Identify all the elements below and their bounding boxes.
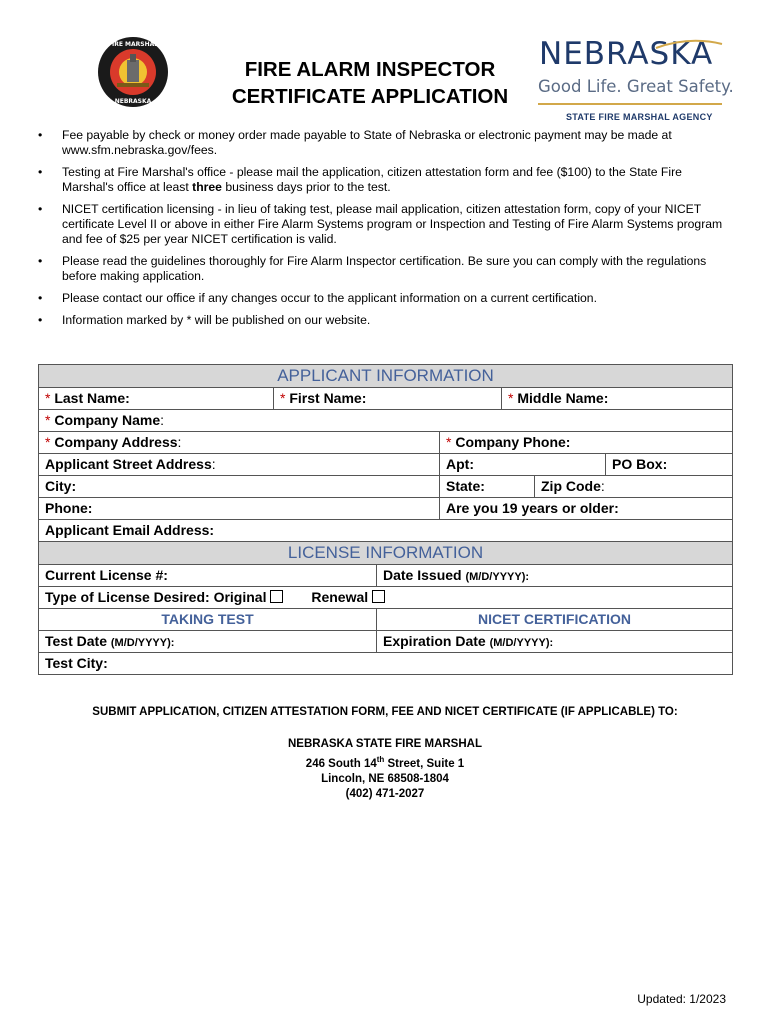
instruction-item — [20, 313, 732, 328]
instruction-text: Testing at Fire Marshal's office - please mail the application, citizen attestation form and fee ($100) to the State Fire Marshal's office at least — [62, 165, 682, 194]
instruction-text: Please contact our office if any changes occur to the applicant information on a current certification. — [62, 291, 597, 305]
instruction-list — [20, 128, 732, 335]
company-name-field[interactable]: * Company Name: — [45, 412, 165, 428]
state-field[interactable]: State: — [439, 476, 534, 497]
instruction-item — [20, 291, 732, 306]
address-phone: (402) 471-2027 — [345, 787, 425, 800]
street-address-field[interactable]: Applicant Street Address: — [45, 456, 216, 472]
apt-field[interactable]: Apt: — [439, 454, 605, 475]
middle-name-field[interactable]: * Middle Name: — [501, 388, 732, 409]
current-license-field[interactable]: Current License #: — [45, 567, 168, 583]
logo-divider — [538, 103, 722, 105]
title-line-1: FIRE ALARM INSPECTOR — [244, 58, 496, 81]
phone-field[interactable]: Phone: — [45, 500, 93, 516]
renewal-checkbox[interactable] — [372, 590, 385, 603]
address-org: NEBRASKA STATE FIRE MARSHAL — [287, 738, 482, 750]
instruction-text: NICET certification licensing - in lieu of taking test, please mail application, citizen attestation form, copy of your NICET certificate Level II or above in either Fire Alarm Systems program or Inspection and Testing of Fire Alarm Systems program and fee of $25 per year NICET certification is valid. — [62, 202, 723, 246]
instruction-text: Fee payable by check or money order made payable to State of Nebraska or electronic payment may be made at www.sfm.nebraska.gov/fees. — [62, 128, 672, 157]
address-city: Lincoln, NE 68508-1804 — [321, 772, 449, 785]
license-type-row: Type of License Desired: Original Renewal — [39, 587, 732, 608]
instruction-text: business days prior to the test. — [221, 180, 391, 194]
logo-tagline: Good Life. Great Safety. — [538, 77, 734, 96]
instruction-text: Information marked by * will be published on our website. — [62, 313, 371, 327]
city-field[interactable]: City: — [45, 478, 77, 494]
bullet-icon: • — [38, 202, 43, 216]
nicet-heading: NICET CERTIFICATION — [376, 609, 732, 630]
application-form — [38, 364, 733, 675]
nebraska-logo — [536, 36, 734, 124]
updated-date: Updated: 1/2023 — [637, 992, 726, 1006]
last-name-field[interactable]: * Last Name: — [45, 390, 130, 406]
instruction-text: Please read the guidelines thoroughly for Fire Alarm Inspector certification. Be sure you can comply with the regulations before making application. — [62, 254, 707, 283]
bullet-icon: • — [38, 165, 43, 179]
email-field[interactable]: Applicant Email Address: — [45, 522, 215, 538]
instruction-item — [20, 165, 732, 195]
section-heading-applicant: APPLICANT INFORMATION — [39, 365, 732, 388]
submit-instruction: SUBMIT APPLICATION, CITIZEN ATTESTATION FORM, FEE AND NICET CERTIFICATE (IF APPLICABLE) TO: — [92, 706, 678, 718]
company-address-field[interactable]: * Company Address: — [45, 434, 182, 450]
date-issued-field[interactable]: Date Issued (M/D/YYYY): — [376, 565, 732, 586]
logo-agency: STATE FIRE MARSHAL AGENCY — [566, 112, 713, 122]
address-street: 246 South 14th Street, Suite 1 — [305, 755, 465, 770]
bullet-icon: • — [38, 254, 43, 268]
expiration-date-field[interactable]: Expiration Date (M/D/YYYY): — [376, 631, 732, 652]
instruction-item — [20, 128, 732, 158]
po-box-field[interactable]: PO Box: — [605, 454, 732, 475]
bullet-icon: • — [38, 128, 43, 142]
page-title — [210, 56, 530, 110]
original-checkbox[interactable] — [270, 590, 283, 603]
instruction-text: three — [192, 180, 222, 194]
age-confirmation-field[interactable]: Are you 19 years or older: — [439, 498, 732, 519]
mailing-address — [0, 737, 770, 802]
title-line-2: CERTIFICATE APPLICATION — [231, 85, 509, 108]
svg-text:NEBRASKA: NEBRASKA — [114, 98, 152, 105]
section-heading-license: LICENSE INFORMATION — [39, 541, 732, 565]
test-city-field[interactable]: Test City: — [45, 655, 108, 671]
fire-marshal-seal-icon — [97, 36, 169, 108]
swoosh-icon — [654, 38, 724, 50]
company-phone-field[interactable]: * Company Phone: — [439, 432, 732, 453]
logo-word: NEBRASKA — [539, 36, 714, 72]
taking-test-heading: TAKING TEST — [161, 611, 254, 627]
bullet-icon: • — [38, 291, 43, 305]
svg-text:FIRE MARSHAL: FIRE MARSHAL — [107, 41, 159, 48]
zip-code-field[interactable]: Zip Code: — [534, 476, 732, 497]
bullet-icon: • — [38, 313, 43, 327]
test-date-field[interactable]: Test Date (M/D/YYYY): — [45, 633, 175, 649]
first-name-field[interactable]: * First Name: — [273, 388, 501, 409]
instruction-item — [20, 202, 732, 247]
instruction-item — [20, 254, 732, 284]
